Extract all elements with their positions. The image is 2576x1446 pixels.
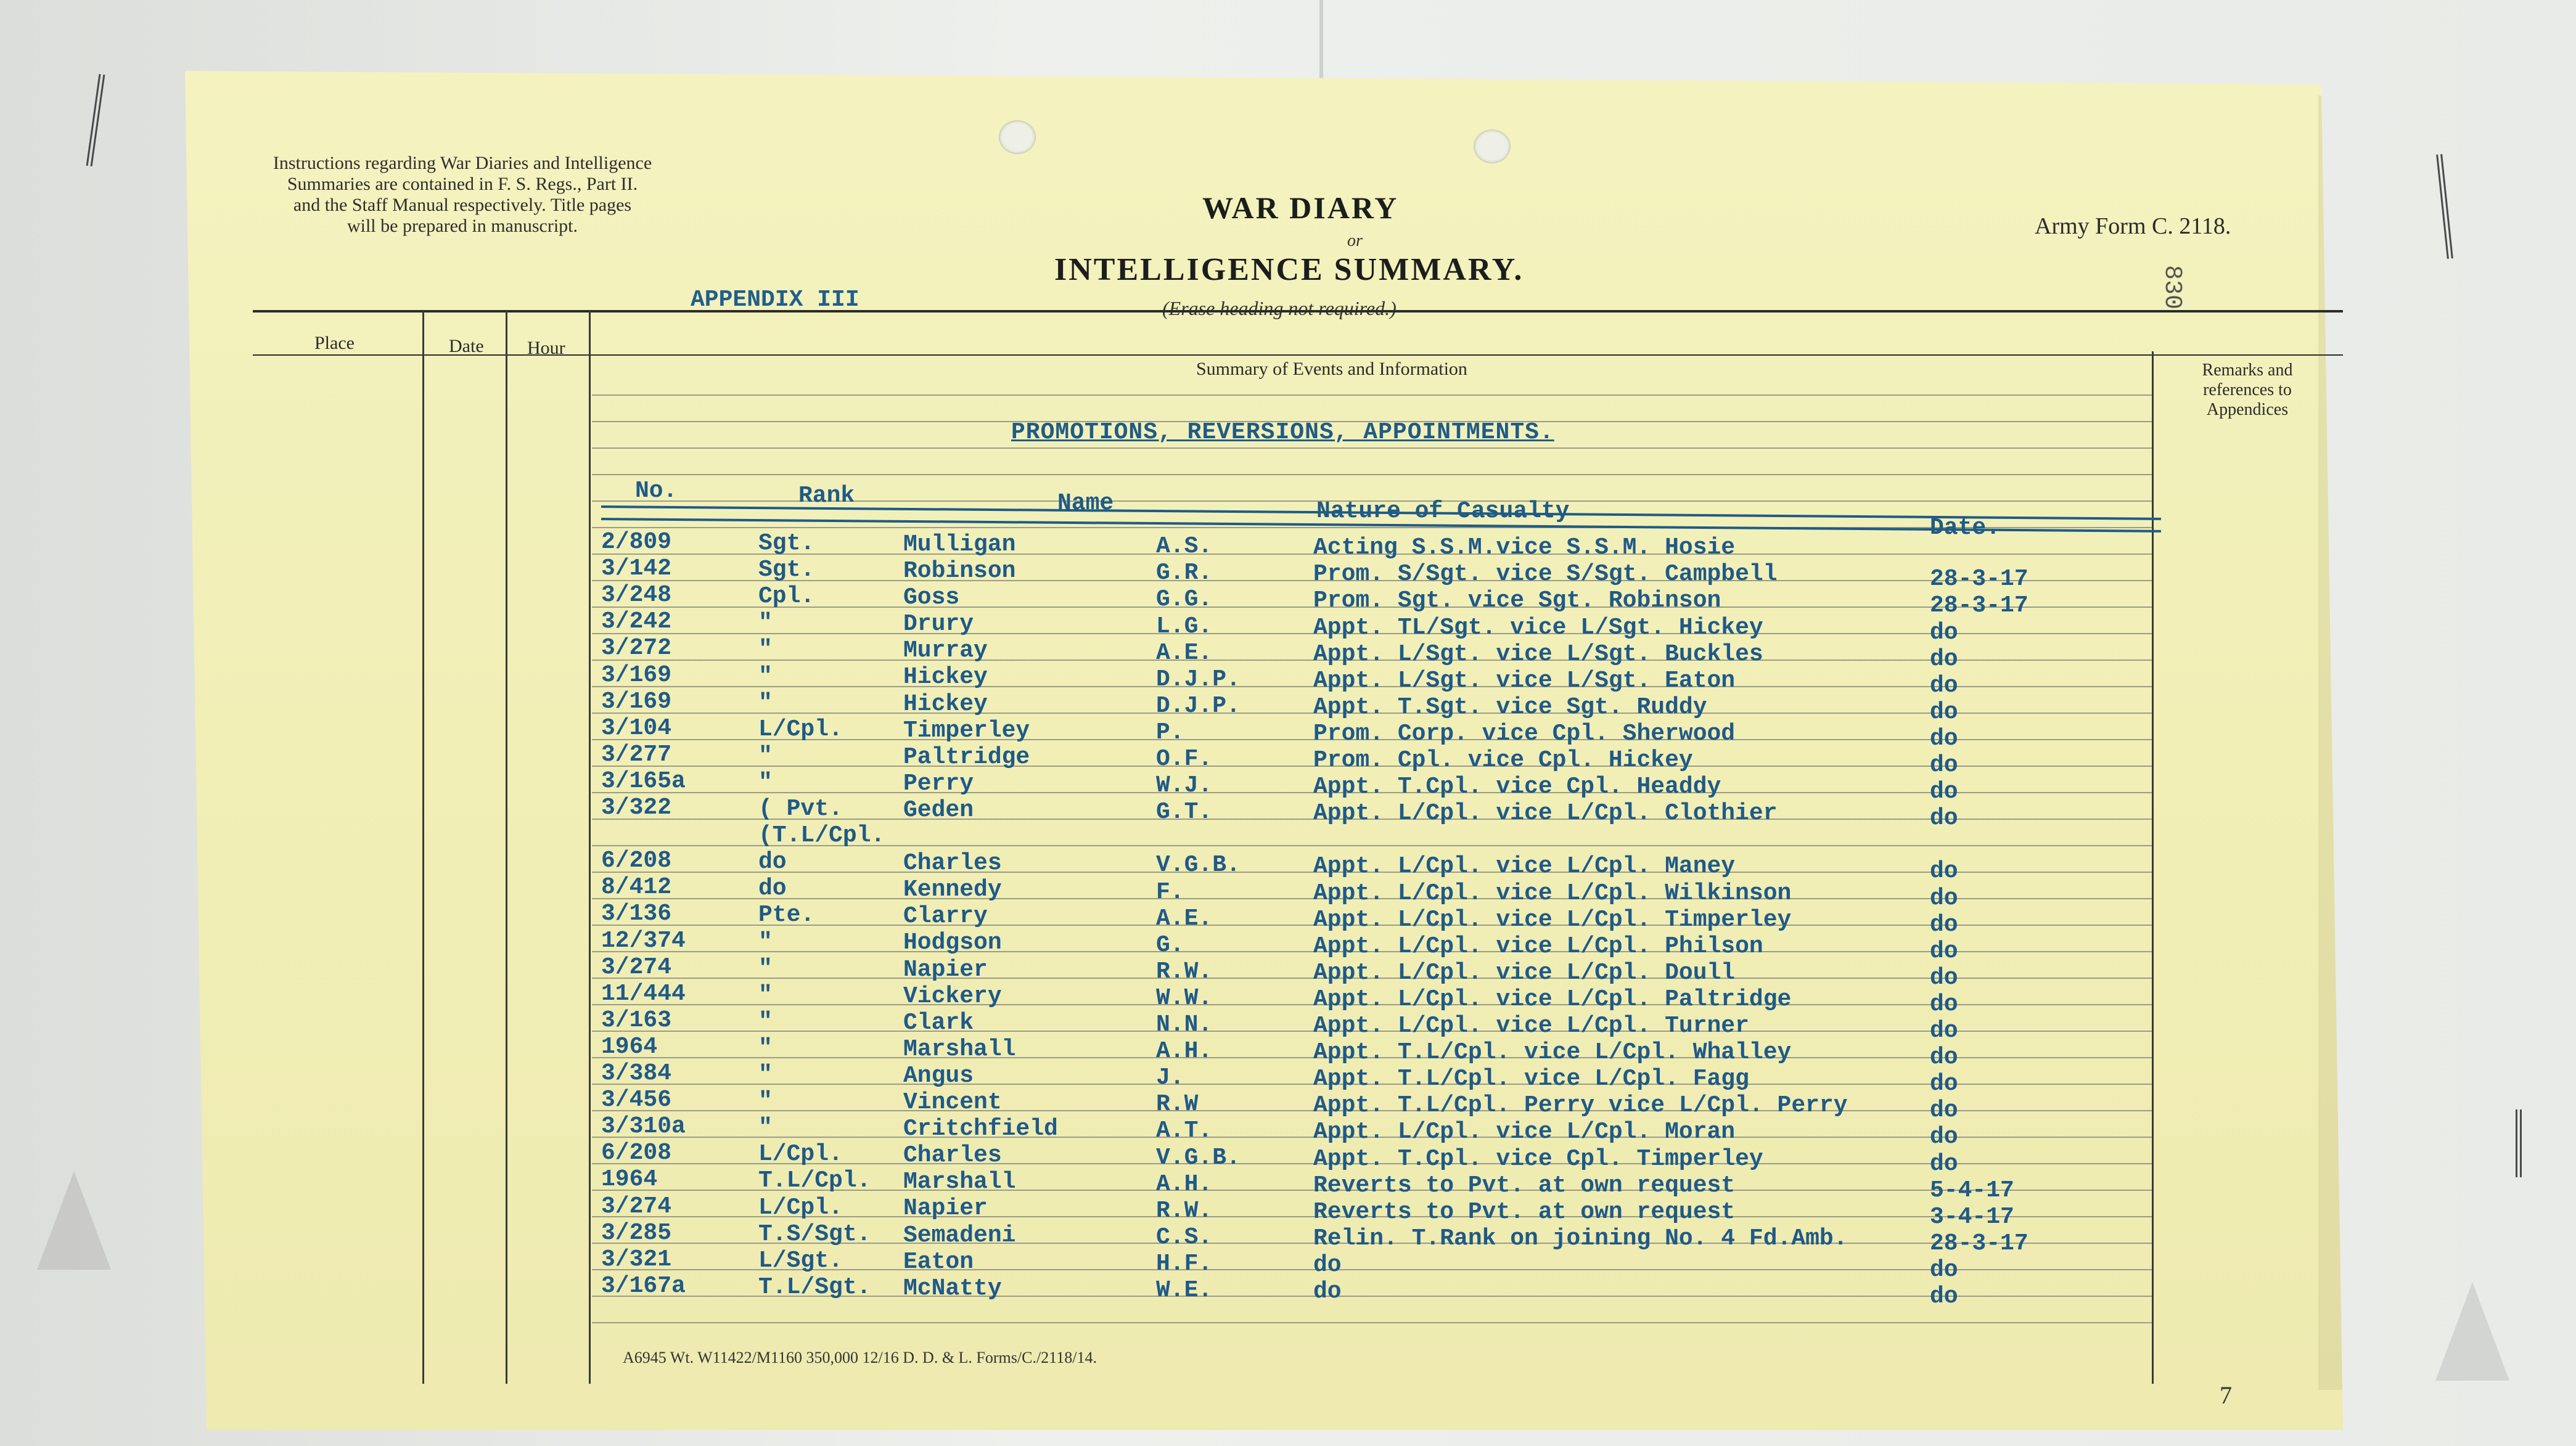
cell-nature: do: [1313, 1251, 1342, 1278]
cell-rank: T.L/Cpl.: [758, 1167, 871, 1195]
cell-no: 1964: [601, 1166, 658, 1193]
cell-no: 12/374: [601, 927, 686, 954]
cell-surname: Murray: [903, 637, 988, 664]
pencil-triangle-icon: [37, 1171, 111, 1270]
cell-surname: Drury: [903, 611, 974, 638]
cell-date: do: [1930, 805, 1958, 832]
cell-nature: Appt. L/Cpl. vice L/Cpl. Paltridge: [1313, 986, 1792, 1013]
cell-rank: ": [758, 981, 773, 1008]
cell-surname: Angus: [903, 1062, 974, 1089]
cell-no: 3/272: [601, 635, 672, 662]
cell-no: 3/456: [601, 1087, 672, 1114]
cell-rank: ( Pvt.: [758, 796, 843, 823]
cell-surname: Vincent: [903, 1089, 1002, 1116]
cell-no: 3/248: [601, 582, 672, 609]
cell-date: do: [1930, 964, 1958, 991]
cell-nature: Appt. T.L/Cpl. Perry vice L/Cpl. Perry: [1313, 1092, 1848, 1119]
cell-nature: Appt. T.Cpl. vice Cpl. Timperley: [1313, 1145, 1763, 1172]
cell-surname: Mulligan: [903, 531, 1016, 558]
cell-surname: Robinson: [903, 558, 1016, 585]
cell-surname: Hickey: [903, 690, 988, 717]
cell-initials: J.: [1156, 1064, 1184, 1092]
cell-no: 1964: [601, 1033, 658, 1060]
ruled-line: [592, 394, 2152, 396]
cell-surname: Goss: [903, 584, 960, 611]
column-place: Place: [314, 333, 355, 353]
cell-initials: O.F.: [1156, 746, 1213, 772]
cell-initials: G.R.: [1156, 560, 1213, 587]
cell-date: do: [1930, 884, 1958, 912]
cell-rank: ": [758, 955, 773, 982]
cell-no: 3/277: [601, 741, 672, 768]
cell-initials: D.J.P.: [1156, 666, 1241, 693]
cell-surname: Paltridge: [903, 743, 1030, 770]
cell-no: 3/169: [601, 688, 672, 715]
cell-rank: Sgt.: [758, 530, 815, 557]
instructions-line: and the Staff Manual respectively. Title pages: [293, 195, 632, 215]
cell-rank: L/Cpl.: [758, 1141, 843, 1168]
cell-no: 3/165a: [601, 767, 686, 794]
cell-initials: V.G.B.: [1156, 1144, 1241, 1171]
cell-no: 3/384: [601, 1060, 672, 1087]
cell-date: 3-4-17: [1930, 1203, 2014, 1230]
cell-initials: W.J.: [1156, 772, 1213, 799]
cell-surname: Hodgson: [903, 929, 1002, 957]
cell-no: 3/322: [601, 794, 672, 821]
cell-nature: Appt. T.Sgt. vice Sgt. Ruddy: [1313, 693, 1707, 721]
cell-surname: Charles: [903, 850, 1002, 877]
cell-initials: G.T.: [1156, 799, 1213, 826]
cell-surname: Napier: [903, 1195, 988, 1222]
header-rule: [253, 310, 2343, 312]
cell-initials: G.: [1156, 931, 1184, 958]
cell-no: 3/163: [601, 1007, 672, 1034]
cell-nature: Prom. Sgt. vice Sgt. Robinson: [1313, 587, 1721, 615]
cell-no: 3/136: [601, 901, 672, 928]
cell-rank: T.L/Sgt.: [758, 1273, 871, 1301]
cell-rank: ": [758, 636, 773, 663]
cell-rank: L/Sgt.: [758, 1247, 843, 1274]
cell-date: do: [1930, 911, 1958, 938]
cell-no: 3/310a: [601, 1113, 686, 1140]
header-rank: Rank: [798, 483, 855, 509]
army-form-number: Army Form C. 2118.: [2035, 213, 2231, 239]
cell-rank: ": [758, 689, 773, 716]
cell-nature: Appt. T.L/Cpl. vice L/Cpl. Fagg: [1313, 1066, 1749, 1093]
cell-rank: ": [758, 1114, 773, 1142]
cell-nature: Appt. TL/Sgt. vice L/Sgt. Hickey: [1313, 614, 1763, 641]
remarks-line: references to: [2203, 380, 2292, 399]
cell-surname: Clarry: [903, 903, 988, 930]
cell-date: 5-4-17: [1930, 1177, 2014, 1204]
cell-initials: V.G.B.: [1156, 852, 1241, 879]
cell-rank: T.S/Sgt.: [758, 1220, 871, 1248]
cell-nature: Prom. S/Sgt. vice S/Sgt. Campbell: [1313, 561, 1778, 588]
cell-surname: Eaton: [903, 1248, 974, 1275]
cell-nature: Relin. T.Rank on joining No. 4 Fd.Amb.: [1313, 1225, 1848, 1252]
ruled-line: [592, 447, 2152, 449]
title-or: or: [1347, 231, 1363, 250]
punch-hole: [1474, 129, 1511, 163]
cell-nature: Prom. Corp. vice Cpl. Sherwood: [1313, 720, 1736, 747]
ruled-line: [592, 1322, 2152, 1323]
cell-surname: Clark: [903, 1009, 974, 1036]
column-divider: [589, 311, 591, 1384]
cell-date: do: [1930, 991, 1958, 1018]
cell-rank: ": [758, 1088, 773, 1115]
column-summary: Summary of Events and Information: [1196, 359, 1467, 379]
cell-rank: Sgt.: [758, 557, 815, 584]
cell-initials: W.E.: [1156, 1277, 1213, 1304]
cell-nature: Appt. L/Cpl. vice L/Cpl. Maney: [1313, 853, 1736, 880]
cell-rank: L/Cpl.: [758, 716, 843, 743]
cell-no: 11/444: [601, 980, 686, 1007]
pencil-triangle-icon: [2435, 1282, 2509, 1381]
cell-initials: G.G.: [1156, 586, 1213, 613]
cell-no: 3/274: [601, 954, 672, 981]
backing-sheet-edge: [1319, 0, 1323, 80]
cell-date: do: [1930, 619, 1958, 646]
cell-initials: A.H.: [1156, 1038, 1213, 1065]
ruled-line: [592, 474, 2152, 475]
title-note: (Erase heading not required.): [1162, 297, 1397, 319]
cell-date: do: [1930, 1150, 1958, 1177]
cell-nature: Appt. L/Cpl. vice L/Cpl. Doull: [1313, 959, 1736, 986]
cell-initials: F.: [1156, 878, 1184, 905]
cell-rank: ": [758, 1008, 773, 1035]
column-remarks: [2161, 361, 2334, 420]
cell-nature: Appt. L/Cpl. vice L/Cpl. Philson: [1313, 933, 1763, 960]
cell-rank: ": [758, 928, 773, 955]
column-divider: [2152, 351, 2154, 1384]
cell-initials: R.W.: [1156, 958, 1213, 985]
cell-surname: Critchfield: [903, 1116, 1058, 1143]
section-title: PROMOTIONS, REVERSIONS, APPOINTMENTS.: [1011, 419, 1554, 446]
cell-surname: Semadeni: [903, 1222, 1016, 1249]
cell-date: do: [1930, 645, 1958, 672]
cell-no: 6/208: [601, 848, 672, 875]
cell-rank: L/Cpl.: [758, 1194, 843, 1221]
cell-nature: Appt. L/Cpl. vice L/Cpl. Wilkinson: [1313, 880, 1792, 907]
cell-nature: Prom. Cpl. vice Cpl. Hickey: [1313, 747, 1693, 774]
cell-initials: D.J.P.: [1156, 692, 1241, 719]
cell-nature: Reverts to Pvt. at own request: [1313, 1198, 1736, 1225]
cell-initials: H.F.: [1156, 1250, 1213, 1277]
cell-date: do: [1930, 698, 1958, 725]
cell-no: 8/412: [601, 874, 672, 901]
cell-date: do: [1930, 725, 1958, 752]
header-name: Name: [1057, 490, 1114, 517]
cell-no: 3/321: [601, 1246, 672, 1273]
cell-surname: Perry: [903, 770, 974, 797]
cell-nature: Appt. T.Cpl. vice Cpl. Headdy: [1313, 774, 1721, 801]
instructions-line: Instructions regarding War Diaries and Intelligence: [273, 153, 652, 173]
cell-rank: Pte.: [758, 902, 815, 929]
cell-no: 2/809: [601, 529, 672, 555]
cell-rank: ": [758, 1061, 773, 1089]
cell-nature: Appt. L/Cpl. vice L/Cpl. Moran: [1313, 1119, 1736, 1146]
cell-initials: A.S.: [1156, 533, 1213, 560]
column-header-rule: [253, 354, 2343, 356]
cell-date: do: [1930, 752, 1958, 779]
column-hour: Hour: [527, 338, 565, 358]
cell-rank: ": [758, 1034, 773, 1061]
column-divider: [506, 311, 507, 1384]
cell-date: do: [1930, 1256, 1958, 1283]
cell-no: 3/285: [601, 1219, 672, 1246]
cell-initials: P.: [1156, 719, 1184, 746]
cell-surname: Hickey: [903, 664, 988, 691]
cell-nature: Acting S.S.M.vice S.S.M. Hosie: [1313, 534, 1736, 562]
cell-rank: (T.L/Cpl.: [758, 822, 885, 849]
page-stamp-number: 830: [2158, 265, 2186, 310]
cell-initials: R.W: [1156, 1091, 1199, 1118]
cell-rank: ": [758, 769, 773, 796]
cell-initials: R.W.: [1156, 1197, 1213, 1224]
instructions-text: [123, 153, 802, 237]
cell-date: do: [1930, 937, 1958, 965]
cell-date: do: [1930, 672, 1958, 699]
punch-hole: [999, 120, 1036, 154]
title-war-diary: WAR DIARY: [1202, 190, 1399, 225]
cell-date: 28-3-17: [1930, 1230, 2028, 1257]
cell-surname: Marshall: [903, 1035, 1016, 1063]
cell-date: do: [1930, 1124, 1958, 1151]
cell-rank: Cpl.: [758, 583, 815, 610]
cell-no: 3/242: [601, 608, 672, 635]
cell-nature: do: [1313, 1278, 1342, 1305]
pencil-mark-icon: [2516, 1109, 2522, 1177]
header-nature: Nature of Casualty: [1316, 498, 1570, 525]
cell-surname: Kennedy: [903, 876, 1002, 904]
instructions-line: will be prepared in manuscript.: [347, 216, 578, 236]
page-mark: 7: [2220, 1381, 2232, 1409]
cell-no: 3/104: [601, 714, 672, 741]
cell-date: do: [1930, 1018, 1958, 1045]
cell-no: 3/167a: [601, 1272, 686, 1299]
cell-initials: A.T.: [1156, 1117, 1213, 1145]
cell-surname: Geden: [903, 796, 974, 823]
cell-no: 3/274: [601, 1193, 672, 1220]
cell-date: do: [1930, 1071, 1958, 1098]
cell-nature: Reverts to Pvt. at own request: [1313, 1172, 1736, 1199]
cell-initials: N.N.: [1156, 1011, 1213, 1038]
cell-date: 28-3-17: [1930, 566, 2028, 593]
header-no: No.: [635, 478, 678, 504]
cell-initials: C.S.: [1156, 1223, 1213, 1251]
cell-date: do: [1930, 1283, 1958, 1310]
cell-surname: Timperley: [903, 717, 1030, 744]
cell-date: 28-3-17: [1930, 592, 2028, 619]
print-info: A6945 Wt. W11422/M1160 350,000 12/16 D. D. & L. Forms/C./2118/14.: [623, 1349, 1097, 1366]
cell-rank: do: [758, 849, 787, 876]
cell-date: do: [1930, 778, 1958, 806]
column-divider: [422, 311, 424, 1384]
cell-rank: ": [758, 663, 773, 690]
title-intelligence-summary: INTELLIGENCE SUMMARY.: [1054, 252, 1524, 287]
cell-rank: ": [758, 742, 773, 769]
cell-no: 3/169: [601, 661, 672, 688]
cell-date: do: [1930, 858, 1958, 885]
cell-no: 6/208: [601, 1140, 672, 1167]
cell-surname: Charles: [903, 1142, 1002, 1169]
cell-rank: ": [758, 610, 773, 637]
cell-surname: Napier: [903, 956, 988, 983]
header-date: Date.: [1930, 515, 2001, 541]
appendix-label: APPENDIX III: [691, 287, 859, 313]
cell-initials: L.G.: [1156, 613, 1213, 640]
cell-surname: McNatty: [903, 1275, 1002, 1302]
remarks-line: Remarks and: [2202, 361, 2293, 380]
cell-no: 3/142: [601, 555, 672, 582]
cell-nature: Appt. T.L/Cpl. vice L/Cpl. Whalley: [1313, 1039, 1792, 1066]
cell-nature: Appt. L/Cpl. vice L/Cpl. Timperley: [1313, 906, 1792, 933]
cell-initials: A.E.: [1156, 905, 1213, 932]
cell-initials: W.W.: [1156, 984, 1213, 1011]
instructions-line: Summaries are contained in F. S. Regs., Part II.: [287, 174, 638, 194]
cell-initials: A.H.: [1156, 1170, 1213, 1198]
cell-surname: Marshall: [903, 1169, 1016, 1196]
cell-initials: A.E.: [1156, 639, 1213, 666]
cell-rank: do: [758, 875, 787, 902]
cell-nature: Appt. L/Sgt. vice L/Sgt. Buckles: [1313, 640, 1763, 668]
cell-nature: Appt. L/Cpl. vice L/Cpl. Turner: [1313, 1013, 1749, 1040]
column-date: Date: [449, 336, 484, 356]
cell-surname: Vickery: [903, 982, 1002, 1010]
cell-nature: Appt. L/Sgt. vice L/Sgt. Eaton: [1313, 667, 1736, 694]
remarks-line: Appendices: [2206, 400, 2289, 419]
cell-nature: Appt. L/Cpl. vice L/Cpl. Clothier: [1313, 800, 1778, 827]
cell-date: do: [1930, 1044, 1958, 1071]
cell-date: do: [1930, 1097, 1958, 1124]
